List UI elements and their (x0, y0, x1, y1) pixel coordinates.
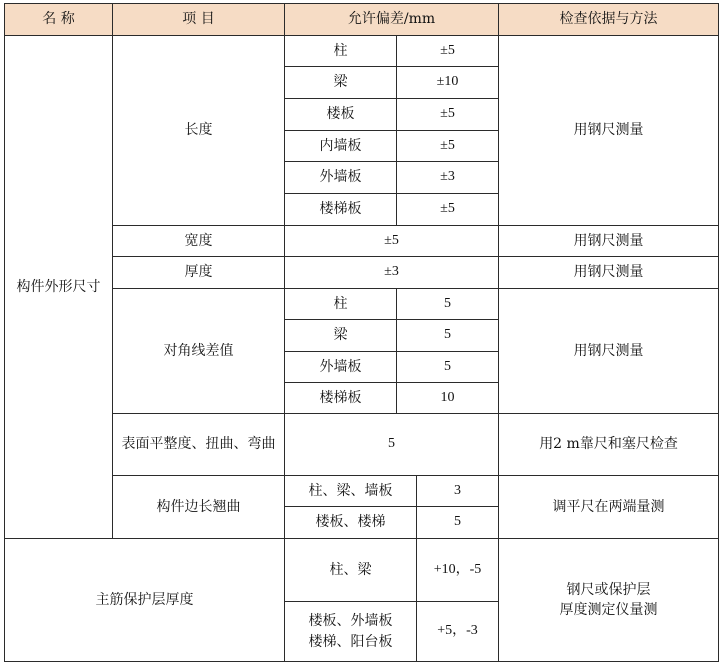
part-cell: 楼梯板 (285, 383, 397, 414)
header-method: 检查依据与方法 (499, 4, 719, 36)
table-row (5, 226, 719, 257)
item-flatness: 表面平整度、扭曲、弯曲 (113, 414, 285, 476)
part-cell: 内墙板 (285, 131, 397, 162)
part-cell: 外墙板 (285, 162, 397, 194)
method-warp: 调平尺在两端量测 (499, 476, 719, 539)
table-row (5, 539, 719, 602)
part-cell: 梁 (285, 67, 397, 99)
value-cell: ±5 (397, 194, 499, 226)
value-cell: 10 (397, 383, 499, 414)
value-cell: 3 (417, 476, 499, 507)
value-cell: ±5 (285, 226, 499, 257)
method-cover (499, 539, 719, 662)
part-cell: 楼板 (285, 99, 397, 131)
value-cell: ±5 (397, 99, 499, 131)
method-cover-line2: 厚度测定仪量测 (559, 602, 658, 618)
value-cell: ±5 (397, 131, 499, 162)
item-cover: 主筋保护层厚度 (5, 539, 285, 662)
item-warp: 构件边长翘曲 (113, 476, 285, 539)
value-cell: 5 (285, 414, 499, 476)
table-row (5, 257, 719, 289)
value-cell: +5，-3 (417, 602, 499, 662)
part-cell: 柱、梁 (285, 539, 417, 602)
value-cell: 5 (417, 507, 499, 539)
header-row (5, 4, 719, 36)
table-row (5, 36, 719, 67)
value-cell: 5 (397, 289, 499, 320)
part-cell (285, 602, 417, 662)
value-cell: ±10 (397, 67, 499, 99)
value-cell: 5 (397, 320, 499, 352)
part-line2: 楼梯、阳台板 (308, 633, 393, 650)
table-row (5, 414, 719, 476)
value-cell: ±3 (397, 162, 499, 194)
header-name: 名 称 (5, 4, 113, 36)
method-length: 用钢尺测量 (499, 36, 719, 226)
table-row (5, 476, 719, 507)
table-row (5, 289, 719, 320)
part-cell: 柱 (285, 36, 397, 67)
method-cover-line1: 钢尺或保护层 (566, 581, 651, 598)
header-tolerance: 允许偏差/mm (285, 4, 499, 36)
part-cell: 梁 (285, 320, 397, 352)
item-width: 宽度 (113, 226, 285, 257)
part-cell: 外墙板 (285, 352, 397, 383)
part-cell: 柱、梁、墙板 (285, 476, 417, 507)
part-cell: 柱 (285, 289, 397, 320)
method-flatness: 用2 m靠尺和塞尺检查 (499, 414, 719, 476)
header-item: 项 目 (113, 4, 285, 36)
item-diagonal: 对角线差值 (113, 289, 285, 414)
item-thickness: 厚度 (113, 257, 285, 289)
category-dimensions: 构件外形尺寸 (5, 36, 113, 539)
item-length: 长度 (113, 36, 285, 226)
value-cell: ±5 (397, 36, 499, 67)
tolerance-table-wrapper (4, 3, 718, 666)
method-diagonal: 用钢尺测量 (499, 289, 719, 414)
value-cell: +10，-5 (417, 539, 499, 602)
method-thickness: 用钢尺测量 (499, 257, 719, 289)
part-cell: 楼板、楼梯 (285, 507, 417, 539)
value-cell: 5 (397, 352, 499, 383)
method-width: 用钢尺测量 (499, 226, 719, 257)
part-cell: 楼梯板 (285, 194, 397, 226)
value-cell: ±3 (285, 257, 499, 289)
tolerance-table (4, 3, 719, 662)
part-line1: 楼板、外墙板 (308, 613, 393, 630)
